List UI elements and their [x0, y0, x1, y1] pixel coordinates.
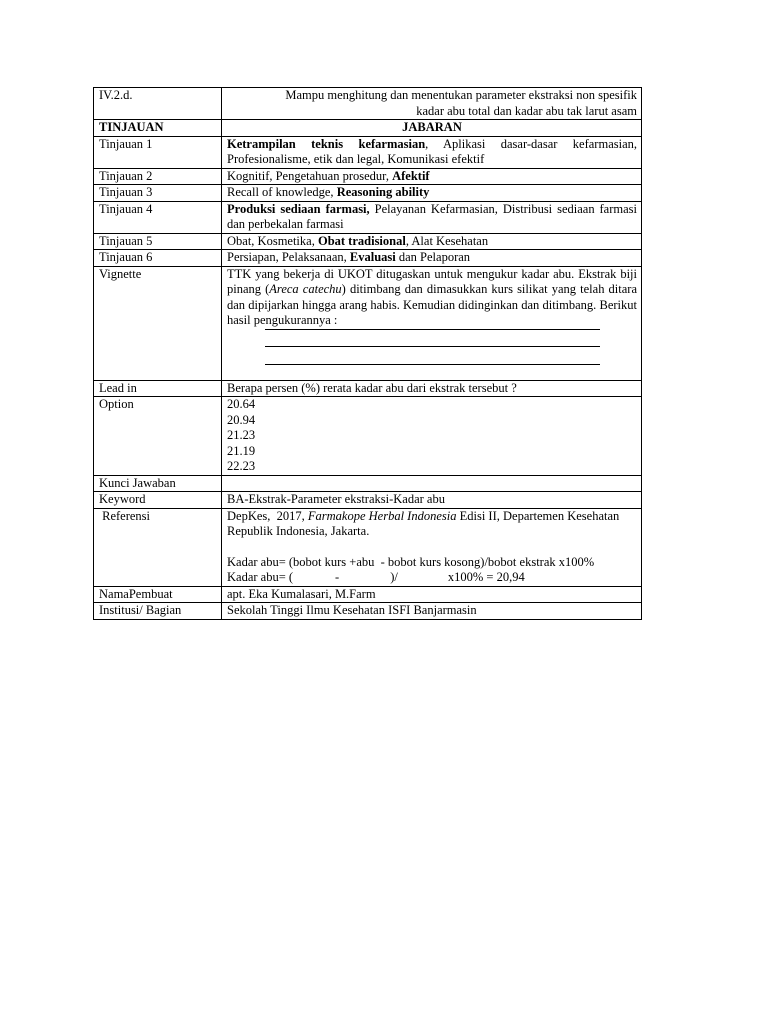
keyword-row — [94, 492, 642, 509]
vignette-label: Vignette — [94, 266, 222, 380]
tinjauan-5-pre: Obat, Kosmetika, — [227, 233, 318, 248]
kunci-jawaban-value — [222, 475, 642, 492]
vignette-value — [222, 266, 642, 380]
nama-pembuat-label: NamaPembuat — [94, 586, 222, 603]
option-item: 22.23 — [227, 459, 256, 473]
header-title-line2: kadar abu total dan kadar abu tak larut asam — [416, 103, 637, 118]
kunci-jawaban-label: Kunci Jawaban — [94, 475, 222, 492]
tinjauan-5-row — [94, 233, 642, 250]
tinjauan-4-label: Tinjauan 4 — [94, 201, 222, 233]
tinjauan-3-bold: Reasoning ability — [336, 185, 430, 199]
column-left-header: TINJAUAN — [94, 120, 222, 137]
reference-pre: DepKes, 2017, — [227, 508, 308, 523]
tinjauan-2-bold: Afektif — [392, 168, 430, 183]
tinjauan-1-value — [222, 136, 642, 168]
header-row — [94, 88, 642, 120]
referensi-value — [222, 508, 642, 586]
keyword-label: Keyword — [94, 492, 222, 509]
option-label: Option — [94, 397, 222, 476]
option-item: 21.19 — [227, 443, 256, 458]
tinjauan-4-value — [222, 201, 642, 233]
referensi-label: Referensi — [94, 508, 222, 586]
tinjauan-3-label: Tinjauan 3 — [94, 185, 222, 202]
keyword-value: BA-Ekstrak-Parameter ekstraksi-Kadar abu — [222, 492, 642, 509]
vignette-text-1: TTK yang bekerja di UKOT ditugaskan untuk mengukur kadar abu. Ekstrak biji pinang ( — [227, 266, 637, 296]
tinjauan-6-post: dan Pelaporan — [395, 250, 471, 264]
measurement-blank-line-2 — [265, 346, 600, 347]
tinjauan-4-row — [94, 201, 642, 233]
tinjauan-2-value — [222, 168, 642, 185]
lead-in-row — [94, 380, 642, 397]
tinjauan-1-bold: Ketrampilan teknis kefarmasian — [227, 136, 426, 151]
formula-2-c: )/ — [390, 570, 398, 584]
lead-in-value: Berapa persen (%) rerata kadar abu dari ekstrak tersebut ? — [222, 380, 642, 397]
spacer — [227, 540, 637, 555]
tinjauan-6-label: Tinjauan 6 — [94, 250, 222, 267]
tinjauan-3-value — [222, 185, 642, 202]
measurement-line-area-2 — [227, 346, 637, 364]
question-form-table — [93, 87, 642, 620]
nama-pembuat-value: apt. Eka Kumalasari, M.Farm — [222, 586, 642, 603]
tinjauan-6-row — [94, 250, 642, 267]
measurement-line-area — [227, 329, 637, 346]
option-list — [222, 397, 642, 476]
institusi-value: Sekolah Tinggi Ilmu Kesehatan ISFI Banjarmasin — [222, 603, 642, 620]
tinjauan-2-row — [94, 168, 642, 185]
formula-line-1: Kadar abu= (bobot kurs +abu - bobot kurs kosong)/bobot ekstrak x100% — [227, 554, 595, 569]
vignette-row — [94, 266, 642, 380]
header-title-line1: Mampu menghitung dan menentukan parameter ekstraksi non spesifik — [285, 88, 637, 102]
tinjauan-5-value — [222, 233, 642, 250]
column-right-header: JABARAN — [222, 120, 642, 137]
reference-citation — [227, 509, 637, 540]
option-item: 21.23 — [227, 428, 256, 442]
option-row — [94, 397, 642, 476]
measurement-blank-line-3 — [265, 364, 600, 365]
option-item: 20.64 — [227, 397, 256, 411]
measurement-blank-line-1 — [265, 329, 600, 330]
header-title — [222, 88, 642, 120]
tinjauan-5-label: Tinjauan 5 — [94, 233, 222, 250]
formula-2-a: Kadar abu= ( — [227, 570, 294, 584]
lead-in-label: Lead in — [94, 380, 222, 397]
tinjauan-1-rest: , Aplikasi dasar-dasar kefarmasian, Profesionalisme, etik dan legal, Komunikasi efektif — [227, 136, 638, 166]
column-header-row — [94, 120, 642, 137]
tinjauan-2-label: Tinjauan 2 — [94, 168, 222, 185]
tinjauan-4-bold: Produksi sediaan farmasi, — [227, 201, 370, 216]
reference-post: Edisi II, Departemen Kesehatan Republik Indonesia, Jakarta. — [227, 508, 623, 538]
tinjauan-2-text: Kognitif, Pengetahuan prosedur, — [227, 168, 393, 183]
header-code: IV.2.d. — [94, 88, 222, 120]
nama-pembuat-row — [94, 586, 642, 603]
vignette-text — [227, 267, 637, 329]
tinjauan-6-bold: Evaluasi — [349, 250, 396, 264]
measurement-line-area-3 — [227, 364, 637, 380]
tinjauan-6-value — [222, 250, 642, 267]
tinjauan-3-text: Recall of knowledge, — [227, 185, 337, 199]
formula-2-b: - — [335, 570, 340, 584]
institusi-label: Institusi/ Bagian — [94, 603, 222, 620]
formula-line-2 — [227, 570, 637, 586]
kunci-jawaban-row — [94, 475, 642, 492]
referensi-row — [94, 508, 642, 586]
option-item: 20.94 — [227, 412, 256, 427]
tinjauan-3-row — [94, 185, 642, 202]
formula-2-d: x100% = 20,94 — [447, 570, 525, 584]
tinjauan-1-label: Tinjauan 1 — [94, 136, 222, 168]
institusi-row — [94, 603, 642, 620]
tinjauan-5-bold: Obat tradisional — [317, 233, 406, 248]
reference-italic: Farmakope Herbal Indonesia — [307, 508, 457, 523]
tinjauan-1-row — [94, 136, 642, 168]
tinjauan-6-pre: Persiapan, Pelaksanaan, — [227, 250, 350, 264]
vignette-italic: Areca catechu — [269, 282, 342, 296]
vignette-text-2: ) ditimbang dan dimasukkan kurs silikat yang telah ditara dan dipijarkan hingga arang habis. Kemudian didinginkan dan ditimbang. Berikut hasil pengukurannya : — [227, 282, 638, 327]
tinjauan-4-rest: Pelayanan Kefarmasian, Distribusi sediaan farmasi dan perbekalan farmasi — [227, 201, 638, 231]
tinjauan-5-post: , Alat Kesehatan — [405, 233, 489, 248]
